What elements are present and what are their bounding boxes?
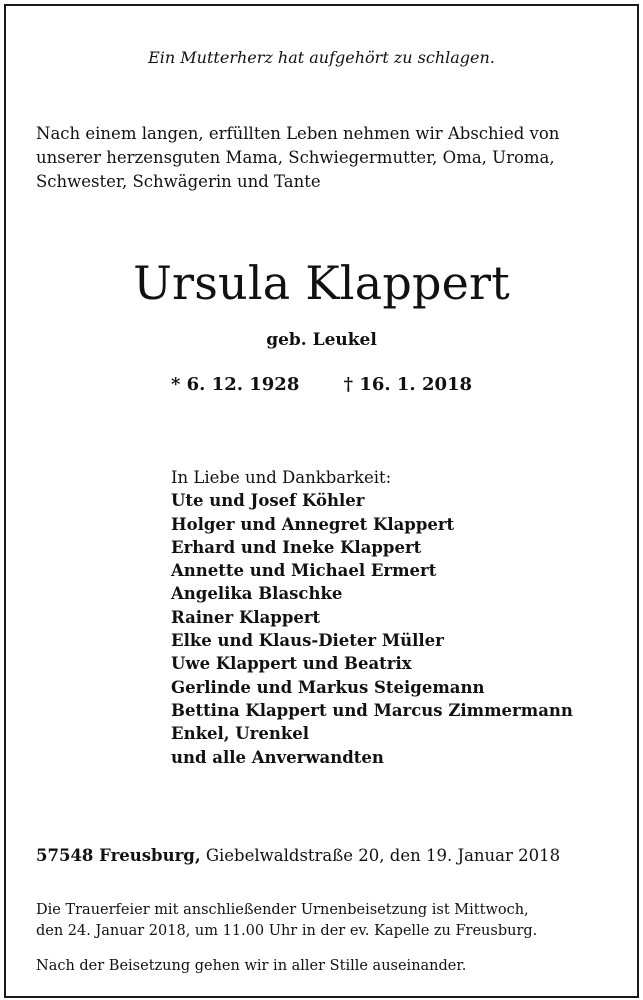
mourners-list [171, 489, 573, 769]
mourner-name: Erhard und Ineke Klappert [171, 537, 422, 557]
mourner-name: Gerlinde und Markus Steigemann [171, 677, 485, 697]
obituary-notice [4, 4, 639, 998]
closing-line: Nach der Beisetzung gehen wir in aller Stille auseinander. [36, 958, 467, 974]
death-date: † 16. 1. 2018 [343, 374, 473, 395]
mourners-block [171, 466, 573, 769]
address-street-date: Giebelwaldstraße 20, den 19. Januar 2018 [205, 846, 561, 865]
address-line [36, 846, 611, 865]
mourner-name: Bettina Klappert und Marcus Zimmermann [171, 700, 573, 720]
mourner-name: und alle Anverwandten [171, 747, 384, 767]
motto-line: Ein Mutterherz hat aufgehört zu schlagen. [148, 48, 495, 67]
mourner-name: Elke und Klaus-Dieter Müller [171, 631, 444, 651]
mourner-name: Angelika Blaschke [171, 584, 343, 604]
birth-date: * 6. 12. 1928 [170, 374, 300, 395]
ceremony-details: Die Trauerfeier mit anschließender Urnenbeisetzung ist Mittwoch, den 24. Januar 2018, um 11.00 Uhr in der ev. Kapelle zu Freusburg. [36, 902, 538, 939]
life-dates [6, 374, 637, 395]
mourner-name: Ute und Josef Köhler [171, 491, 365, 511]
deceased-name: Ursula Klappert [133, 256, 510, 310]
mourners-heading: In Liebe und Dankbarkeit: [171, 468, 392, 487]
mourner-name: Uwe Klappert und Beatrix [171, 654, 412, 674]
intro-paragraph: Nach einem langen, erfüllten Leben nehmen wir Abschied von unserer herzensguten Mama, Schwiegermutter, Oma, Uroma, Schwester, Schwägerin und Tante [36, 124, 560, 191]
address-city: 57548 Freusburg, [36, 846, 201, 865]
mourner-name: Rainer Klappert [171, 607, 321, 627]
mourner-name: Enkel, Urenkel [171, 724, 310, 744]
mourner-name: Annette und Michael Ermert [171, 561, 437, 581]
maiden-name: geb. Leukel [266, 330, 377, 350]
mourner-name: Holger und Annegret Klappert [171, 514, 455, 534]
